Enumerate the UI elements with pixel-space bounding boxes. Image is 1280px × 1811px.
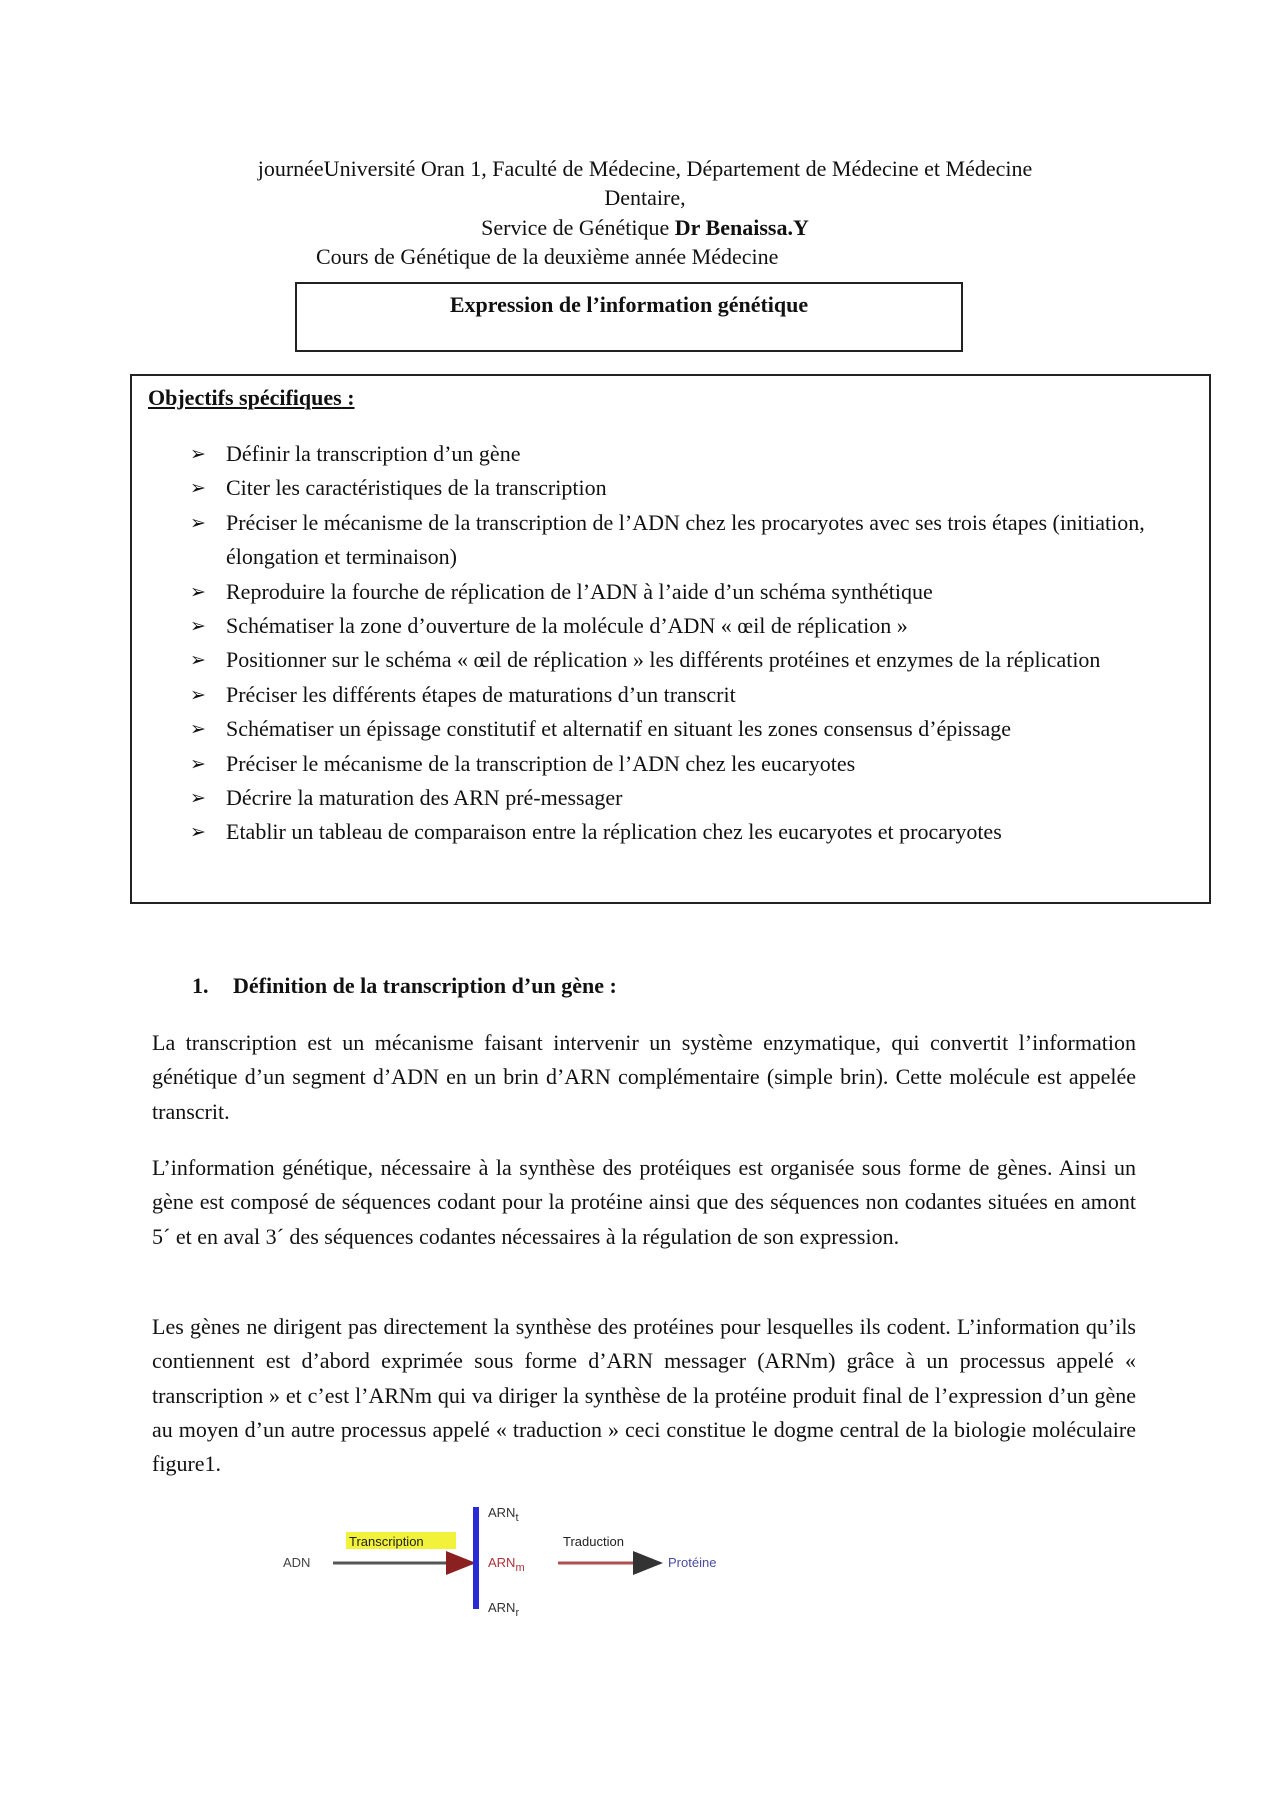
paragraph-2: L’information génétique, nécessaire à la synthèse des protéiques est organisée sous forme de gènes. Ainsi un gène est composé de séquences codant pour la protéine ainsi que des séquences non codantes situées en amont 5´ et en aval 3´ des séquences codantes nécessaires à la régulation de son expression.	[152, 1155, 1136, 1249]
objective-item	[190, 781, 1180, 815]
label-arnt: $ARN_t$	[488, 1505, 519, 1524]
objective-item	[190, 437, 1180, 471]
arrowhead-bullet-icon: ➢	[190, 649, 206, 672]
objective-text: Etablir un tableau de comparaison entre la réplication chez les eucaryotes et procaryotes	[226, 819, 1002, 845]
header-institution: journéeUniversité Oran 1, Faculté de Médecine, Département de Médecine et Médecine	[257, 156, 1033, 181]
arrowhead-bullet-icon: ➢	[190, 477, 206, 500]
objective-text: Décrire la maturation des ARN pré-messager	[226, 785, 623, 811]
paragraph-1: La transcription est un mécanisme faisant intervenir un système enzymatique, qui convertit l’information génétique d’un segment d’ADN en un brin d’ARN complémentaire (simple brin). Cette molécule est appelée transcrit.	[152, 1030, 1136, 1124]
objective-text: Schématiser la zone d’ouverture de la molécule d’ADN « œil de réplication »	[226, 613, 908, 639]
arrowhead-bullet-icon: ➢	[190, 718, 206, 741]
objective-text: Positionner sur le schéma « œil de réplication » les différents protéines et enzymes de la réplication	[226, 647, 1101, 673]
author: Dr Benaissa.Y	[674, 215, 809, 240]
label-arnr: $ARN_r$	[488, 1600, 520, 1619]
objective-item	[190, 815, 1180, 849]
objectives-heading-text: Objectifs spécifiques	[148, 385, 342, 410]
label-transcription: Transcription	[349, 1534, 424, 1549]
section-title: Définition de la transcription d’un gène :	[233, 973, 617, 998]
service-label: Service de Génétique	[481, 215, 675, 240]
label-adn: ADN	[283, 1555, 311, 1570]
objectives-list	[190, 437, 1180, 850]
section-number: 1.	[192, 973, 209, 998]
arrowhead-bullet-icon: ➢	[190, 683, 206, 706]
objective-text: Schématiser un épissage constitutif et alternatif en situant les zones consensus d’épissage	[226, 716, 1012, 742]
objective-text: Préciser le mécanisme de la transcription de l’ADN chez les procaryotes avec ses trois étapes (initiation, élongation et terminaison)	[226, 509, 1145, 570]
objective-item	[190, 471, 1180, 505]
objectives-heading	[148, 385, 355, 411]
header-course: Cours de Génétique de la deuxième année Médecine	[316, 244, 779, 269]
rna-bar	[473, 1507, 479, 1609]
objective-item	[190, 712, 1180, 746]
objective-text: Préciser le mécanisme de la transcription de l’ADN chez les eucaryotes	[226, 750, 856, 776]
header-service	[0, 213, 1280, 243]
arrowhead-bullet-icon: ➢	[190, 821, 206, 844]
arrowhead-bullet-icon: ➢	[190, 580, 206, 603]
objective-text: Préciser les différents étapes de maturations d’un transcrit	[226, 681, 736, 707]
objectives-heading-colon: :	[341, 385, 355, 410]
label-proteine: Protéine	[668, 1555, 717, 1570]
objective-text: Définir la transcription d’un gène	[226, 441, 521, 466]
objective-item	[190, 643, 1180, 677]
objective-text: Reproduire la fourche de réplication de l’ADN à l’aide d’un schéma synthétique	[226, 578, 933, 604]
objective-item	[190, 575, 1180, 609]
figure-central-dogma	[270, 1495, 790, 1645]
objective-item	[190, 678, 1180, 712]
label-arnm: $ARN_m$	[488, 1555, 525, 1574]
arrowhead-bullet-icon: ➢	[190, 511, 206, 534]
objective-text: Citer les caractéristiques de la transcription	[226, 475, 607, 501]
document-title: Expression de l’information génétique	[449, 292, 809, 317]
objective-item	[190, 747, 1180, 781]
paragraph-3: Les gènes ne dirigent pas directement la synthèse des protéines pour lesquelles ils codent. L’information qu’ils contiennent est d’abord exprimée sous forme d’ARN messager (ARNm) grâce à un processus appelé « transcription » et c’est l’ARNm qui va diriger la synthèse de la protéine produit final de l’expression d’un gène au moyen d’un autre processus appelé « traduction » ceci constitue le dogme central de la biologie moléculaire figure1.	[152, 1314, 1136, 1477]
header-institution-cont: Dentaire,	[604, 185, 686, 210]
arrowhead-bullet-icon: ➢	[190, 615, 206, 638]
arrowhead-bullet-icon: ➢	[190, 443, 206, 465]
label-traduction: Traduction	[563, 1534, 624, 1549]
arrowhead-bullet-icon: ➢	[190, 787, 206, 810]
objective-item	[190, 609, 1180, 643]
arrowhead-bullet-icon: ➢	[190, 752, 206, 775]
objective-item	[190, 506, 1180, 575]
section-heading	[192, 973, 617, 999]
